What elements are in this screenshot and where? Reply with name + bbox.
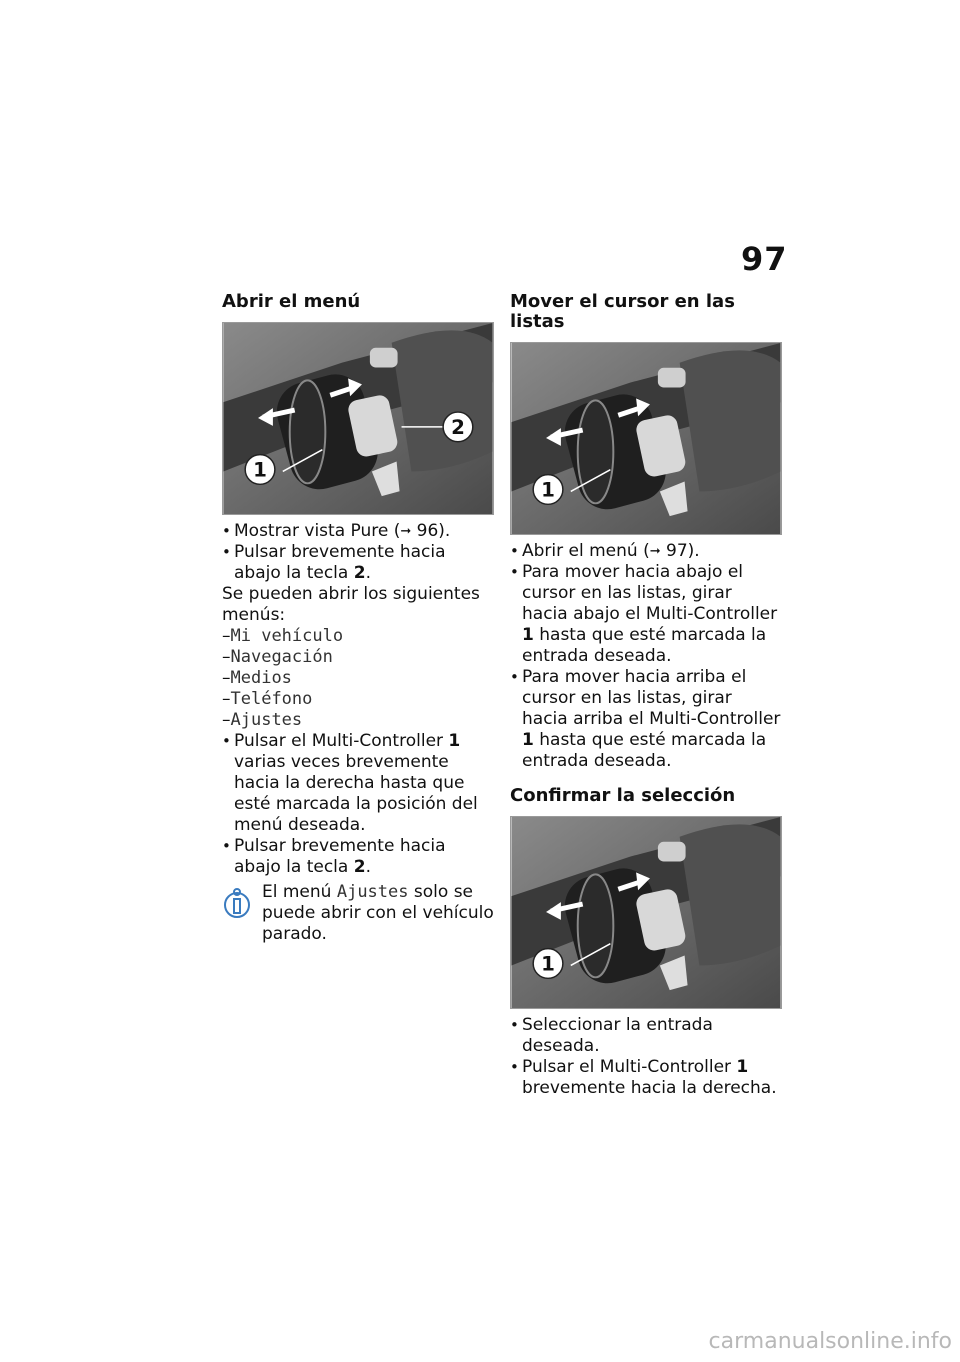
ref-number: 2 <box>353 563 366 583</box>
bullet-open-menu <box>510 541 782 562</box>
bullet-move-down <box>510 562 782 667</box>
bullet-text: Abrir el menú ( <box>522 541 650 561</box>
arrow-ref-icon: ➞ <box>649 544 661 559</box>
menu-item: – Teléfono <box>222 689 497 710</box>
figure-handlebar-controls <box>222 322 494 515</box>
bullet-tail: . <box>365 563 371 583</box>
bullet-show-pure-view <box>222 521 497 542</box>
bullet-tail: varias veces brevemente hacia la derecha hasta que esté marcada la posición del menú deseada. <box>234 752 478 835</box>
handlebar-illustration <box>511 343 781 534</box>
bullet-press-key-2-again <box>222 836 497 878</box>
bullet-text: Pulsar el Multi-Controller <box>234 731 449 751</box>
bullet-text: Pulsar brevemente hacia abajo la tecla <box>234 836 446 877</box>
bullet-tail: brevemente hacia la derecha. <box>522 1078 777 1098</box>
page-ref: 97). <box>666 541 700 561</box>
arrow-ref-icon: ➞ <box>400 524 412 539</box>
ref-number: 1 <box>448 731 461 751</box>
bullet-text: Seleccionar la entrada deseada. <box>522 1015 713 1056</box>
handlebar-illustration <box>511 817 781 1008</box>
callout-2: 2 <box>451 415 465 439</box>
info-icon <box>224 886 250 920</box>
menu-item: – Medios <box>222 668 497 689</box>
ref-number: 1 <box>736 1057 749 1077</box>
info-note <box>222 882 497 945</box>
page-number: 97 <box>741 240 788 278</box>
section-title-open-menu: Abrir el menú <box>222 291 361 312</box>
callout-1: 1 <box>253 458 267 482</box>
info-text: El menú <box>262 882 337 902</box>
figure-handlebar-controls-2 <box>510 342 782 535</box>
bullet-tail: hasta que esté marcada la entrada deseada. <box>522 730 767 771</box>
callout-1: 1 <box>541 478 555 502</box>
page-ref: 96). <box>416 521 451 541</box>
section-title-move-cursor: Mover el cursor en las listas <box>510 291 735 332</box>
bullet-press-multi-controller-right <box>510 1057 782 1099</box>
ref-number: 1 <box>522 625 534 645</box>
bullet-press-multi-controller <box>222 731 497 836</box>
info-text-tail: solo se puede abrir con el vehículo parado. <box>262 882 494 944</box>
menu-item: – Ajustes <box>222 710 497 731</box>
bullet-text: Mostrar vista Pure ( <box>234 521 401 541</box>
right-column <box>510 292 782 1099</box>
figure-handlebar-controls-3 <box>510 816 782 1009</box>
info-mono: Ajustes <box>336 882 409 902</box>
menu-item: – Navegación <box>222 647 497 668</box>
bullet-move-up <box>510 667 782 772</box>
watermark: carmanualsonline.info <box>708 1329 952 1354</box>
bullet-select-entry <box>510 1015 782 1057</box>
bullet-tail: . <box>365 857 371 877</box>
menu-item: – Mi vehículo <box>222 626 497 647</box>
bullet-tail: hasta que esté marcada la entrada deseada. <box>522 625 767 666</box>
section-title-confirm: Confirmar la selección <box>510 785 736 806</box>
bullet-text: Pulsar brevemente hacia abajo la tecla <box>234 542 446 583</box>
menus-intro: Se pueden abrir los siguientes menús: <box>222 584 480 625</box>
ref-number: 1 <box>522 730 534 750</box>
left-column <box>222 292 497 945</box>
bullet-text: Pulsar el Multi-Controller <box>522 1057 737 1077</box>
bullet-press-key-2 <box>222 542 497 584</box>
bullet-text: Para mover hacia abajo el cursor en las listas, girar hacia abajo el Multi-Controller <box>522 562 778 624</box>
callout-1: 1 <box>541 952 555 976</box>
handlebar-illustration <box>223 323 493 514</box>
ref-number: 2 <box>353 857 366 877</box>
bullet-text: Para mover hacia arriba el cursor en las listas, girar hacia arriba el Multi-Controller <box>522 667 781 729</box>
